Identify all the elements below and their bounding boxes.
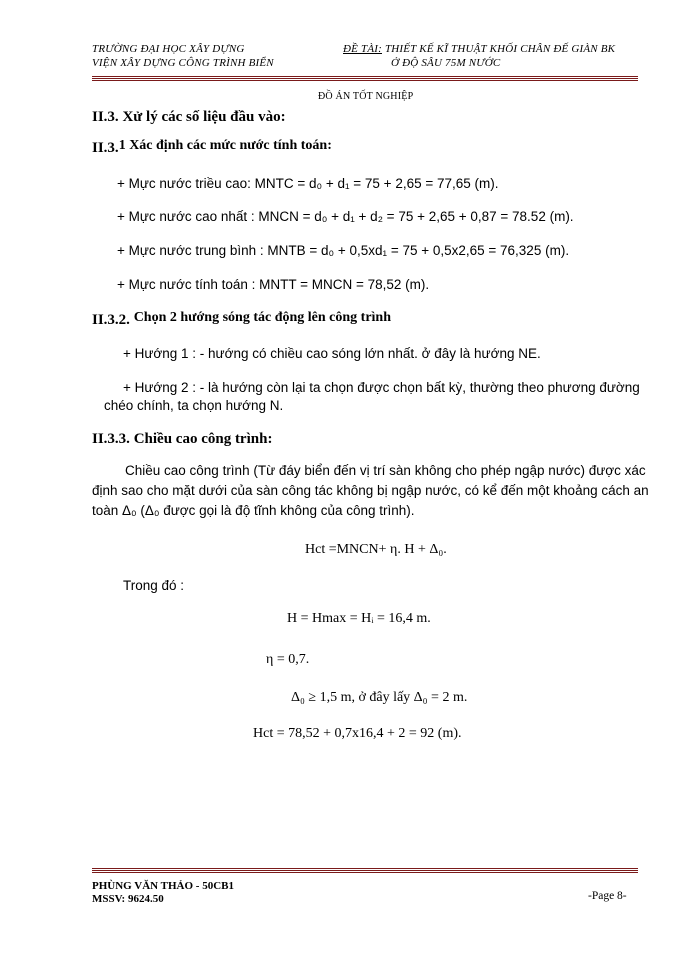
section-heading-2-3-1 — [92, 140, 332, 157]
section-title: Chiều cao công trình: — [133, 431, 273, 447]
formula-h: H = Hmax = Hᵢ = 16,4 m. — [287, 611, 431, 626]
section-title: 1 Xác định các mức nước tính toán: — [118, 138, 332, 153]
header-rule — [92, 76, 638, 82]
water-level-item: + Mực nước trung bình : MNTB = d₀ + 0,5xd₁ = 75 + 0,5x2,65 = 76,325 (m). — [117, 243, 570, 258]
water-level-item: + Mực nước tính toán : MNTT = MNCN = 78,52 (m). — [117, 277, 430, 292]
section-title: Xử lý các số liệu đầu vào: — [122, 109, 286, 125]
paragraph-line: định sao cho mặt dưới của sàn công tác không bị ngập nước, có kể đến một khoảng cách an — [92, 483, 649, 498]
topic-line1 — [343, 43, 615, 55]
wave-direction-item-cont: chéo chính, ta chọn hướng N. — [104, 398, 284, 413]
formula-hct: Hct =MNCN+ η. H + Δ₀. — [305, 542, 447, 557]
formula-delta: Δ₀ ≥ 1,5 m, ở đây lấy Δ₀ = 2 m. — [291, 690, 468, 705]
section-number: II.3. — [92, 140, 119, 156]
section-heading-2-3-2 — [92, 312, 391, 329]
wave-direction-item: + Hướng 2 : - là hướng còn lại ta chọn được chọn bất kỳ, thường theo phương đường — [123, 380, 640, 395]
footer-rule — [92, 868, 638, 874]
paragraph-line: toàn Δ₀ (Δ₀ được gọi là độ tĩnh không của công trình). — [92, 503, 415, 518]
author-name: PHÙNG VĂN THẢO - 50CB1 — [92, 880, 234, 892]
institute-name: VIỆN XÂY DỰNG CÔNG TRÌNH BIỂN — [92, 57, 274, 69]
where-label: Trong đó : — [123, 578, 185, 593]
doc-title: ĐỒ ÁN TỐT NGHIỆP — [318, 91, 414, 102]
paragraph-line: Chiều cao công trình (Từ đáy biển đến vị trí sàn không cho phép ngập nước) được xác — [125, 463, 646, 478]
topic-title-1: THIẾT KẾ KĨ THUẬT KHỐI CHÂN ĐẾ GIÀN BK — [384, 43, 616, 55]
section-heading-2-3 — [92, 109, 286, 126]
school-name: TRƯỜNG ĐẠI HỌC XÂY DỰNG — [92, 43, 245, 55]
section-number: II.3.2. — [92, 312, 130, 328]
water-level-item: + Mực nước triều cao: MNTC = d₀ + d₁ = 75 + 2,65 = 77,65 (m). — [117, 176, 499, 191]
section-number: II.3. — [92, 109, 119, 125]
section-number: II.3.3. — [92, 431, 130, 447]
topic-title-2: Ở ĐỘ SÂU 75M NƯỚC — [391, 57, 501, 69]
wave-direction-item: + Hướng 1 : - hướng có chiều cao sóng lớn nhất. ở đây là hướng NE. — [123, 346, 541, 361]
section-title: Chọn 2 hướng sóng tác động lên công trình — [133, 310, 392, 325]
topic-label: ĐỀ TÀI: — [343, 43, 382, 55]
formula-eta: η = 0,7. — [266, 652, 310, 667]
formula-result: Hct = 78,52 + 0,7x16,4 + 2 = 92 (m). — [253, 726, 462, 741]
page-number: -Page 8- — [588, 890, 627, 902]
water-level-item: + Mực nước cao nhất : MNCN = d₀ + d₁ + d₂ = 75 + 2,65 + 0,87 = 78.52 (m). — [117, 209, 574, 224]
section-heading-2-3-3 — [92, 431, 272, 448]
student-id: MSSV: 9624.50 — [92, 893, 164, 905]
